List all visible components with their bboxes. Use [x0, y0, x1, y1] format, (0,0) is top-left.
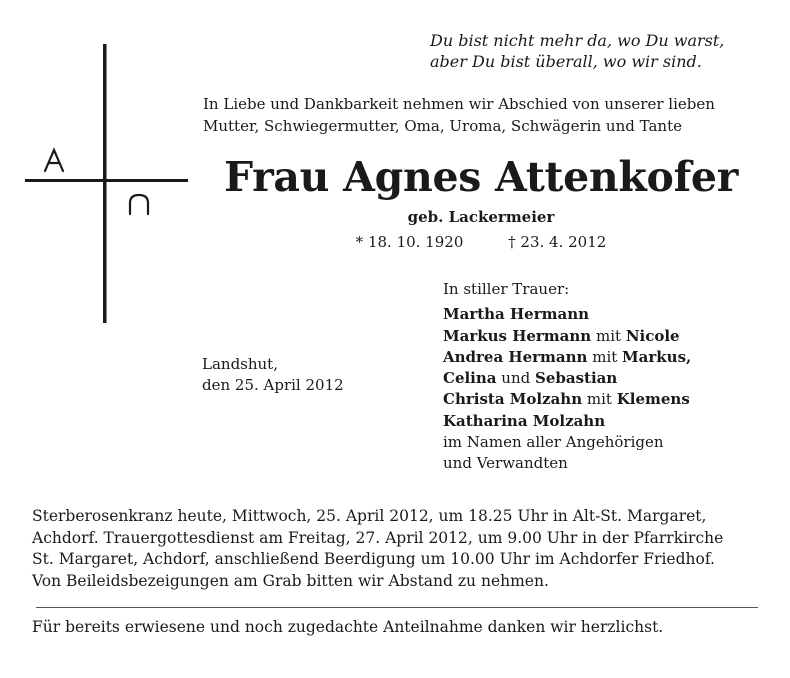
connector-text: mit: [587, 347, 623, 366]
mourner-name: Christa Molzahn: [443, 390, 583, 409]
quote: [430, 30, 750, 72]
intro-text: [203, 93, 773, 137]
intro-line-2: Mutter, Schwiegermutter, Oma, Uroma, Schwägerin und Tante: [203, 117, 682, 135]
service-details: [32, 506, 772, 571]
place: Landshut,: [202, 355, 278, 373]
date: den 25. April 2012: [202, 376, 344, 394]
intro-line-1: In Liebe und Dankbarkeit nehmen wir Abschied von unserer lieben: [203, 95, 715, 113]
connector-text: und: [496, 369, 535, 388]
mourners-title: In stiller Trauer:: [443, 280, 570, 298]
mourner-line: [443, 347, 783, 368]
mourner-name: Klemens: [616, 390, 690, 409]
mourner-line: [443, 368, 783, 389]
mourner-name: Nicole: [625, 326, 680, 345]
mourner-name: Martha Hermann: [443, 305, 590, 324]
mourner-line: [443, 411, 783, 432]
condolence-note: Von Beileidsbezeigungen am Grab bitten wir Abstand zu nehmen.: [32, 572, 549, 590]
cross-alpha-omega-icon: [0, 0, 200, 330]
mourner-line: und Verwandten: [443, 454, 568, 473]
service-line-2: Achdorf. Trauergottesdienst am Freitag, 27. April 2012, um 9.00 Uhr in der Pfarrkirche: [32, 528, 724, 547]
thanks-note: Für bereits erwiesene und noch zugedachte Anteilnahme danken wir herzlichst.: [32, 618, 664, 636]
quote-line-2: aber Du bist überall, wo wir sind.: [430, 52, 702, 71]
life-dates: [200, 233, 762, 251]
connector-text: mit: [582, 390, 617, 409]
divider: [36, 607, 758, 608]
mourner-name: Andrea Hermann: [443, 347, 588, 366]
omega-icon: [130, 195, 148, 214]
deceased-name: Frau Agnes Attenkofer: [223, 153, 738, 201]
birth-date: * 18. 10. 1920: [355, 233, 464, 251]
service-line-1: Sterberosenkranz heute, Mittwoch, 25. April 2012, um 18.25 Uhr in Alt-St. Margaret,: [32, 507, 707, 525]
mourner-name: Markus,: [622, 347, 692, 366]
alpha-icon: [45, 150, 63, 171]
service-line-3: St. Margaret, Achdorf, anschließend Beerdigung um 10.00 Uhr im Achdorfer Friedhof.: [32, 550, 715, 568]
connector-text: mit: [591, 326, 626, 345]
mourner-name: Sebastian: [534, 369, 618, 388]
mourner-name: Markus Hermann: [443, 326, 592, 345]
death-date: † 23. 4. 2012: [508, 233, 607, 251]
cross-vertical-beam: [103, 44, 107, 323]
mourners-list: [443, 279, 783, 475]
mourner-line: im Namen aller Angehörigen: [443, 433, 664, 452]
cross-horizontal-beam: [25, 179, 188, 182]
mourner-line: [443, 326, 783, 347]
quote-line-1: Du bist nicht mehr da, wo Du warst,: [430, 31, 725, 50]
birth-name: geb. Lackermeier: [407, 208, 555, 226]
mourner-line: [443, 304, 783, 325]
mourner-name: Katharina Molzahn: [443, 411, 606, 430]
mourner-name: Celina: [443, 369, 497, 388]
mourner-line: [443, 389, 783, 410]
place-and-date: [202, 354, 344, 396]
